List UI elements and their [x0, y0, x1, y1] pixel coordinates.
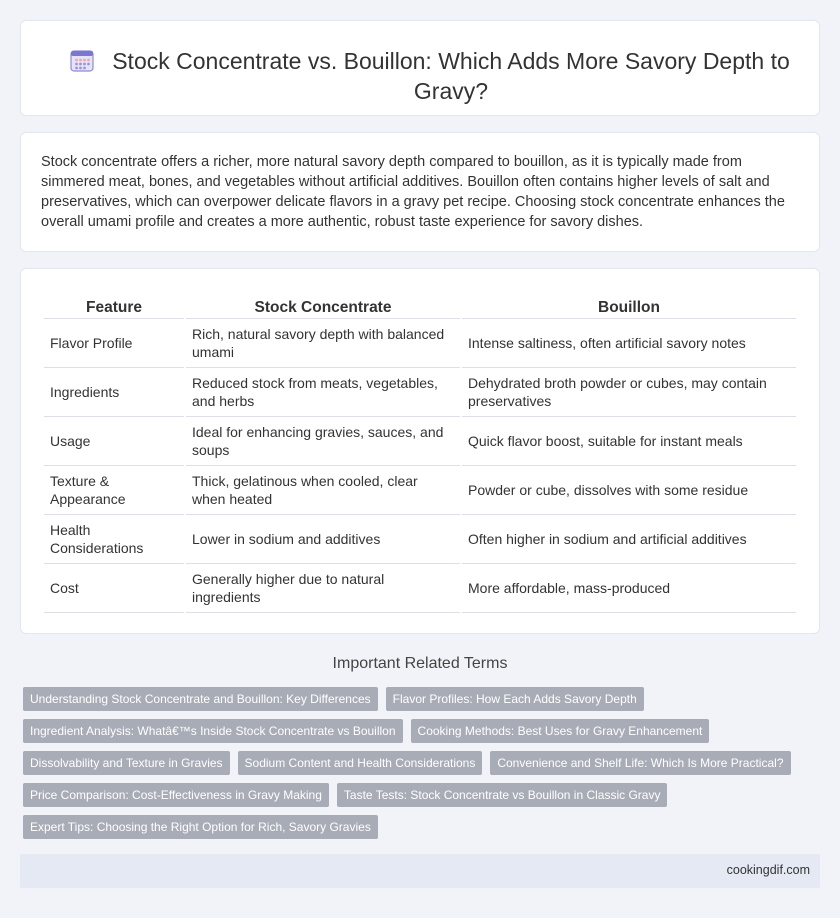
- related-term-tag[interactable]: Taste Tests: Stock Concentrate vs Bouillon in Classic Gravy: [337, 783, 668, 807]
- related-term-tag[interactable]: Sodium Content and Health Considerations: [238, 751, 483, 775]
- header-feature: Feature: [44, 297, 184, 319]
- intro-card: [20, 132, 820, 252]
- bouillon-cell: Quick flavor boost, suitable for instant meals: [462, 417, 796, 466]
- related-term-tag[interactable]: Ingredient Analysis: Whatâ€™s Inside Stock Concentrate vs Bouillon: [23, 719, 403, 743]
- feature-cell: Health Considerations: [44, 515, 184, 564]
- stock-concentrate-cell: Thick, gelatinous when cooled, clear when heated: [186, 466, 460, 515]
- bouillon-cell: Often higher in sodium and artificial additives: [462, 515, 796, 564]
- stock-concentrate-cell: Generally higher due to natural ingredients: [186, 564, 460, 613]
- header-stock-concentrate: Stock Concentrate: [186, 297, 460, 319]
- feature-cell: Ingredients: [44, 368, 184, 417]
- bouillon-cell: More affordable, mass-produced: [462, 564, 796, 613]
- bouillon-cell: Powder or cube, dissolves with some residue: [462, 466, 796, 515]
- feature-cell: Flavor Profile: [44, 319, 184, 368]
- stock-concentrate-cell: Lower in sodium and additives: [186, 515, 460, 564]
- feature-cell: Cost: [44, 564, 184, 613]
- related-term-tag[interactable]: Flavor Profiles: How Each Adds Savory Depth: [386, 687, 644, 711]
- bouillon-cell: Dehydrated broth powder or cubes, may contain preservatives: [462, 368, 796, 417]
- feature-cell: Usage: [44, 417, 184, 466]
- related-terms-title: Important Related Terms: [332, 655, 508, 672]
- related-term-tag[interactable]: Convenience and Shelf Life: Which Is More Practical?: [490, 751, 790, 775]
- related-term-tag[interactable]: Understanding Stock Concentrate and Bouillon: Key Differences: [23, 687, 378, 711]
- related-term-tag[interactable]: Dissolvability and Texture in Gravies: [23, 751, 230, 775]
- header-bouillon: Bouillon: [462, 297, 796, 319]
- comparison-table: [42, 297, 798, 613]
- bouillon-cell: Intense saltiness, often artificial savory notes: [462, 319, 796, 368]
- table-row: [44, 515, 796, 564]
- footer-site-name[interactable]: cookingdif.com: [726, 863, 810, 877]
- calendar-grid-icon: [68, 47, 96, 75]
- page-title: Stock Concentrate vs. Bouillon: Which Adds More Savory Depth to Gravy?: [112, 48, 790, 104]
- table-row: [44, 417, 796, 466]
- related-term-tag[interactable]: Cooking Methods: Best Uses for Gravy Enhancement: [411, 719, 710, 743]
- stock-concentrate-cell: Ideal for enhancing gravies, sauces, and soups: [186, 417, 460, 466]
- comparison-card: [20, 268, 820, 634]
- table-row: [44, 368, 796, 417]
- related-term-tag[interactable]: Price Comparison: Cost-Effectiveness in Gravy Making: [23, 783, 329, 807]
- stock-concentrate-cell: Reduced stock from meats, vegetables, and herbs: [186, 368, 460, 417]
- table-header-row: [44, 297, 796, 319]
- title-card: [20, 20, 820, 116]
- table-row: [44, 564, 796, 613]
- table-row: [44, 466, 796, 515]
- intro-paragraph: Stock concentrate offers a richer, more natural savory depth compared to bouillon, as it is typically made from simmered meat, bones, and vegetables without artificial additives. Bouillon often contains higher levels of salt and preservatives, which can overpower delicate flavors in a gravy pet recipe. Choosing stock concentrate enhances the overall umami profile and creates a more authentic, robust taste experience for savory dishes.: [41, 154, 785, 230]
- related-terms-list: [23, 687, 823, 839]
- feature-cell: Texture & Appearance: [44, 466, 184, 515]
- related-term-tag[interactable]: Expert Tips: Choosing the Right Option for Rich, Savory Gravies: [23, 815, 378, 839]
- table-row: [44, 319, 796, 368]
- stock-concentrate-cell: Rich, natural savory depth with balanced umami: [186, 319, 460, 368]
- footer: [20, 854, 820, 888]
